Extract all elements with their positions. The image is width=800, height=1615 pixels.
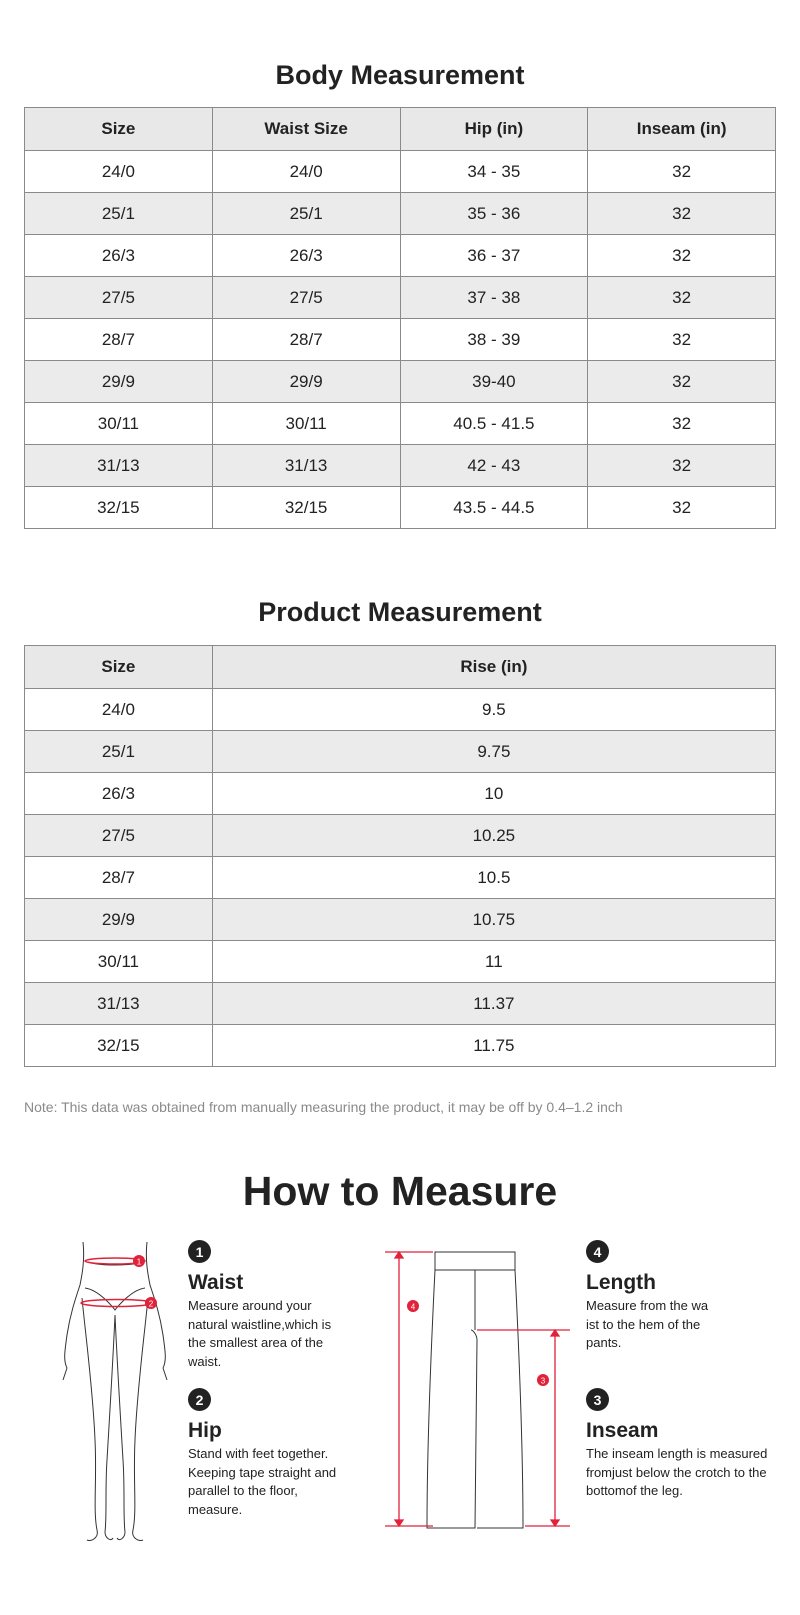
size-cell: 28/7 xyxy=(25,319,213,361)
table-row xyxy=(25,1025,776,1067)
product-measurement-title: Product Measurement xyxy=(258,597,542,627)
waist-cell: 30/11 xyxy=(212,403,400,445)
step-number-badge: 2 xyxy=(188,1388,211,1411)
table-header-row xyxy=(25,646,776,689)
table-row xyxy=(25,277,776,319)
size-cell: 31/13 xyxy=(25,983,213,1025)
inseam-cell: 32 xyxy=(588,445,776,487)
rise-cell: 10 xyxy=(212,773,775,815)
hip-cell: 36 - 37 xyxy=(400,235,588,277)
step-hip xyxy=(188,1388,378,1519)
waist-cell: 29/9 xyxy=(212,361,400,403)
waist-marker-label: 1 xyxy=(136,1257,142,1267)
step-title: Length xyxy=(586,1271,656,1294)
header-waist-size: Waist Size xyxy=(212,108,400,151)
inseam-cell: 32 xyxy=(588,403,776,445)
inseam-cell: 32 xyxy=(588,319,776,361)
rise-cell: 10.25 xyxy=(212,815,775,857)
waist-cell: 31/13 xyxy=(212,445,400,487)
rise-cell: 11.37 xyxy=(212,983,775,1025)
table-row xyxy=(25,857,776,899)
size-cell: 31/13 xyxy=(25,445,213,487)
rise-cell: 9.5 xyxy=(212,689,775,731)
step-number-badge: 1 xyxy=(188,1240,211,1263)
step-description: The inseam length is measured fromjust below the crotch to the bottomof the leg. xyxy=(586,1446,768,1498)
size-cell: 26/3 xyxy=(25,235,213,277)
table-row xyxy=(25,403,776,445)
inseam-cell: 32 xyxy=(588,193,776,235)
header-hip: Hip (in) xyxy=(400,108,588,151)
hip-cell: 37 - 38 xyxy=(400,277,588,319)
rise-cell: 9.75 xyxy=(212,731,775,773)
hip-cell: 39-40 xyxy=(400,361,588,403)
table-row xyxy=(25,689,776,731)
table-row xyxy=(25,941,776,983)
size-cell: 24/0 xyxy=(25,689,213,731)
step-waist xyxy=(188,1240,378,1371)
size-cell: 28/7 xyxy=(25,857,213,899)
measurement-note: Note: This data was obtained from manually measuring the product, it may be off by 0.4–1.2 inch xyxy=(24,1099,623,1115)
table-row xyxy=(25,319,776,361)
table-row xyxy=(25,445,776,487)
size-cell: 32/15 xyxy=(25,487,213,529)
waist-cell: 24/0 xyxy=(212,151,400,193)
size-cell: 32/15 xyxy=(25,1025,213,1067)
hip-cell: 34 - 35 xyxy=(400,151,588,193)
step-inseam xyxy=(586,1388,776,1501)
inseam-cell: 32 xyxy=(588,487,776,529)
header-size: Size xyxy=(25,646,213,689)
size-cell: 29/9 xyxy=(25,899,213,941)
hip-marker-label: 2 xyxy=(148,1299,154,1309)
size-cell: 29/9 xyxy=(25,361,213,403)
size-cell: 26/3 xyxy=(25,773,213,815)
step-description: Measure around your natural waistline,which is the smallest area of the waist. xyxy=(188,1298,332,1369)
pants-figure-illustration xyxy=(385,1250,575,1540)
step-number-badge: 4 xyxy=(586,1240,609,1263)
size-cell: 25/1 xyxy=(25,731,213,773)
table-row xyxy=(25,151,776,193)
table-row xyxy=(25,815,776,857)
hip-cell: 42 - 43 xyxy=(400,445,588,487)
table-row xyxy=(25,193,776,235)
size-cell: 27/5 xyxy=(25,815,213,857)
hip-cell: 35 - 36 xyxy=(400,193,588,235)
step-description: Measure from the wa ist to the hem of the pants. xyxy=(586,1298,709,1350)
hip-cell: 40.5 - 41.5 xyxy=(400,403,588,445)
body-measurement-table xyxy=(24,107,776,529)
inseam-cell: 32 xyxy=(588,277,776,319)
step-number-badge: 3 xyxy=(586,1388,609,1411)
size-cell: 30/11 xyxy=(25,403,213,445)
header-rise: Rise (in) xyxy=(212,646,775,689)
inseam-cell: 32 xyxy=(588,151,776,193)
table-header-row xyxy=(25,108,776,151)
how-to-measure-title: How to Measure xyxy=(242,1168,558,1214)
table-row xyxy=(25,361,776,403)
waist-cell: 28/7 xyxy=(212,319,400,361)
hip-cell: 38 - 39 xyxy=(400,319,588,361)
header-inseam: Inseam (in) xyxy=(588,108,776,151)
size-cell: 25/1 xyxy=(25,193,213,235)
table-row xyxy=(25,235,776,277)
hip-cell: 43.5 - 44.5 xyxy=(400,487,588,529)
inseam-cell: 32 xyxy=(588,361,776,403)
size-cell: 30/11 xyxy=(25,941,213,983)
rise-cell: 10.5 xyxy=(212,857,775,899)
header-size: Size xyxy=(25,108,213,151)
table-row xyxy=(25,899,776,941)
step-title: Waist xyxy=(188,1271,244,1294)
table-row xyxy=(25,487,776,529)
step-length xyxy=(586,1240,776,1353)
step-title: Inseam xyxy=(586,1419,659,1442)
table-row xyxy=(25,731,776,773)
product-measurement-table xyxy=(24,645,776,1067)
body-figure-illustration xyxy=(55,1240,175,1545)
waist-cell: 27/5 xyxy=(212,277,400,319)
size-cell: 27/5 xyxy=(25,277,213,319)
rise-cell: 10.75 xyxy=(212,899,775,941)
waist-cell: 32/15 xyxy=(212,487,400,529)
length-marker-label: 4 xyxy=(410,1302,416,1312)
waist-cell: 25/1 xyxy=(212,193,400,235)
body-measurement-title: Body Measurement xyxy=(275,60,525,90)
rise-cell: 11 xyxy=(212,941,775,983)
inseam-cell: 32 xyxy=(588,235,776,277)
step-description: Stand with feet together. Keeping tape straight and parallel to the floor, measure. xyxy=(188,1446,337,1517)
size-cell: 24/0 xyxy=(25,151,213,193)
table-row xyxy=(25,773,776,815)
rise-cell: 11.75 xyxy=(212,1025,775,1067)
inseam-marker-label: 3 xyxy=(540,1376,546,1386)
step-title: Hip xyxy=(188,1419,222,1442)
waist-cell: 26/3 xyxy=(212,235,400,277)
table-row xyxy=(25,983,776,1025)
